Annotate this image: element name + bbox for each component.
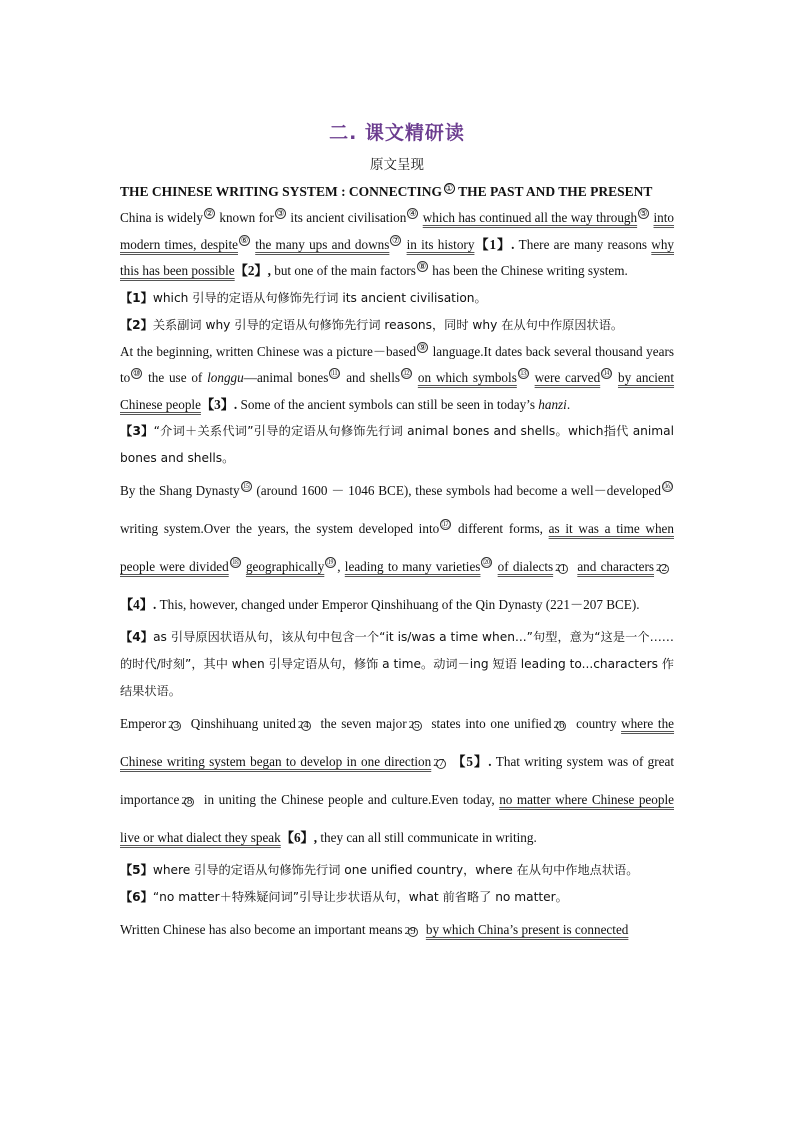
text-run: they can all still communicate in writing. — [317, 830, 537, 845]
note-3 — [120, 418, 674, 472]
note-tag: 【5】 — [120, 863, 153, 877]
heading-part-1: THE CHINESE WRITING SYSTEM : CONNECTING — [120, 184, 442, 199]
note-tag: 【2】 — [120, 317, 153, 332]
blank-number: 27 — [433, 756, 445, 769]
note-text: “介词＋关系代词”引导的定语从句修饰先行词 animal bones and shells。which指代 animal bones and shells。 — [120, 424, 674, 465]
underlined-clause: why this has been possible — [120, 236, 675, 278]
marker: ⑤ — [639, 208, 648, 218]
blank-number: 26 — [553, 718, 565, 731]
note-ref: 【2】, — [234, 263, 271, 278]
blank-marker — [557, 562, 569, 574]
marker: ⑫ — [402, 368, 411, 378]
note-ref: 【1】. — [474, 236, 515, 252]
blank-number: 21 — [555, 561, 567, 574]
marker: ⑩ — [132, 368, 141, 378]
text-run: known for — [219, 210, 275, 225]
marker: ⑳ — [482, 557, 492, 567]
note-ref: 【6】, — [280, 830, 318, 845]
blank-number: 25 — [408, 718, 420, 731]
note-tag: 【3】 — [120, 424, 154, 438]
marker: ⑪ — [330, 368, 340, 378]
paragraph-2 — [120, 339, 674, 419]
paragraph-5 — [120, 911, 674, 949]
underlined-clause: leading to many varieties — [344, 559, 481, 574]
text-run: but one of the main factors — [270, 263, 416, 278]
note-1 — [120, 285, 674, 312]
blank-marker — [297, 718, 312, 731]
text-run: (around 1600 － 1046 BCE), these symbols had become a well－developed — [256, 483, 661, 498]
text-run: Qinshihuang united — [190, 716, 296, 731]
text-run: the seven major — [320, 716, 407, 731]
blank-number: 28 — [181, 794, 193, 807]
marker: ③ — [276, 208, 285, 218]
blank-number: 22 — [656, 561, 668, 574]
paragraph-3 — [120, 472, 674, 624]
note-ref: 【5】. — [451, 754, 492, 769]
note-ref: 【4】. — [120, 597, 157, 612]
note-6 — [120, 884, 674, 911]
underlined-clause: by ancient Chinese people — [120, 370, 675, 412]
document-page — [120, 118, 674, 949]
blank-circle — [184, 797, 194, 807]
note-5 — [120, 857, 674, 884]
marker: ⑮ — [241, 481, 251, 491]
note-text: 关系副词 why 引导的定语从句修饰先行词 reasons，同时 why 在从句中作原因状语。 — [152, 317, 624, 332]
underlined-clause: in its history — [406, 236, 475, 252]
underlined-clause: were carved — [534, 370, 601, 385]
underlined-clause: the many ups and downs — [255, 236, 390, 252]
italic-term: hanzi — [538, 396, 567, 412]
footnote-marker: ① — [444, 183, 454, 193]
blank-circle — [436, 759, 446, 769]
marker: ⑦ — [392, 234, 400, 245]
note-text: “no matter＋特殊疑问词”引导让步状语从句，what 前省略了 no matter。 — [152, 890, 568, 904]
underlined-clause: by which China’s present is connected — [425, 922, 629, 937]
blank-circle — [171, 721, 181, 731]
subtitle: 原文呈现 — [370, 157, 424, 173]
underlined-clause: geographically — [245, 559, 325, 574]
note-text: as 引导原因状语从句，该从句中包含一个“it is/was a time when...”句型，意为“这是一个……的时代/时刻”，其中 when 引导定语从句，修饰 a time。动词－ing 短语 leading to...characters 作结果状语。 — [120, 630, 674, 698]
blank-marker — [435, 757, 447, 769]
marker: ⑭ — [602, 368, 611, 378]
marker: ④ — [409, 208, 417, 218]
text-heading — [120, 179, 674, 205]
text-run: the use of — [148, 370, 208, 385]
blank-circle — [412, 721, 422, 731]
text-run: writing system.Over the years, the system developed into — [120, 521, 440, 536]
underlined-clause: no matter where Chinese people live or what dialect they speak — [120, 792, 674, 845]
marker: ⑥ — [240, 234, 249, 245]
text-run: That writing system was of great importance — [120, 754, 675, 807]
text-run: Some of the ancient symbols can still be seen in today’s — [237, 396, 539, 412]
blank-circle — [558, 564, 568, 574]
text-run: states into one unified — [431, 716, 552, 731]
blank-marker — [658, 562, 670, 574]
marker: ⑨ — [418, 341, 427, 352]
text-run: country — [576, 716, 622, 731]
blank-circle — [301, 721, 311, 731]
text-run: There are many reasons — [514, 236, 652, 252]
note-4 — [120, 624, 674, 705]
underlined-clause: as it was a time when people were divided — [120, 521, 674, 574]
blank-marker — [408, 718, 423, 731]
blank-marker — [404, 924, 419, 937]
marker: ⑯ — [663, 481, 672, 491]
italic-term: longgu — [207, 370, 244, 385]
text-run: Emperor — [120, 716, 167, 731]
note-tag: 【1】 — [120, 290, 153, 305]
text-run: has been the Chinese writing system. — [432, 263, 628, 278]
underlined-clause: which has continued all the way through — [422, 210, 638, 225]
blank-number: 29 — [404, 924, 416, 937]
text-run: language.It dates back several thousand years to — [120, 343, 674, 385]
text-run: China is widely — [120, 210, 203, 225]
heading-part-2: THE PAST AND THE PRESENT — [458, 184, 653, 199]
marker: ⑲ — [326, 557, 336, 567]
note-tag: 【6】 — [120, 890, 153, 904]
underlined-clause: of dialects — [497, 559, 554, 574]
note-text: where 引导的定语从句修饰先行词 one unified country，where 在从句中作地点状语。 — [152, 863, 639, 877]
underlined-clause: where the Chinese writing system began to develop in one direction — [120, 716, 675, 769]
paragraph-4 — [120, 705, 674, 857]
text-run: At the beginning, written Chinese was a picture－based — [120, 343, 417, 359]
text-run: By the Shang Dynasty — [120, 483, 240, 498]
note-tag: 【4】 — [120, 630, 154, 644]
marker: ⑬ — [519, 368, 528, 378]
note-2 — [120, 312, 674, 339]
text-run: and shells — [346, 370, 401, 385]
section-title: 二. 课文精研读 — [329, 122, 465, 144]
text-run: —animal bones — [243, 370, 329, 385]
text-run: Written Chinese has also become an important means — [120, 922, 403, 937]
marker: ⑱ — [230, 557, 240, 567]
underlined-clause: into modern times, despite — [120, 210, 675, 252]
text-run: different forms, — [457, 521, 549, 536]
marker: ⑰ — [441, 519, 450, 529]
blank-marker — [170, 719, 182, 731]
text-run: its ancient civilisation — [290, 210, 407, 225]
text-run: , — [337, 559, 345, 574]
marker: ② — [205, 208, 214, 218]
blank-circle — [556, 721, 566, 731]
blank-marker — [183, 795, 195, 807]
marker: ⑧ — [418, 261, 427, 271]
note-text: which 引导的定语从句修饰先行词 its ancient civilisation。 — [152, 290, 487, 305]
paragraph-1 — [120, 205, 674, 285]
blank-number: 23 — [168, 718, 180, 731]
blank-number: 24 — [297, 718, 309, 731]
blank-marker — [555, 719, 567, 731]
blank-circle — [408, 927, 418, 937]
underlined-clause: and characters — [577, 559, 655, 574]
text-run: in uniting the Chinese people and culture.Even today, — [203, 792, 500, 807]
blank-circle — [659, 564, 669, 574]
text-run: This, however, changed under Emperor Qinshihuang of the Qin Dynasty (221－207 BCE). — [156, 597, 640, 612]
text-run: . — [566, 396, 571, 412]
underlined-clause: on which symbols — [417, 370, 517, 385]
note-ref: 【3】. — [200, 396, 238, 412]
